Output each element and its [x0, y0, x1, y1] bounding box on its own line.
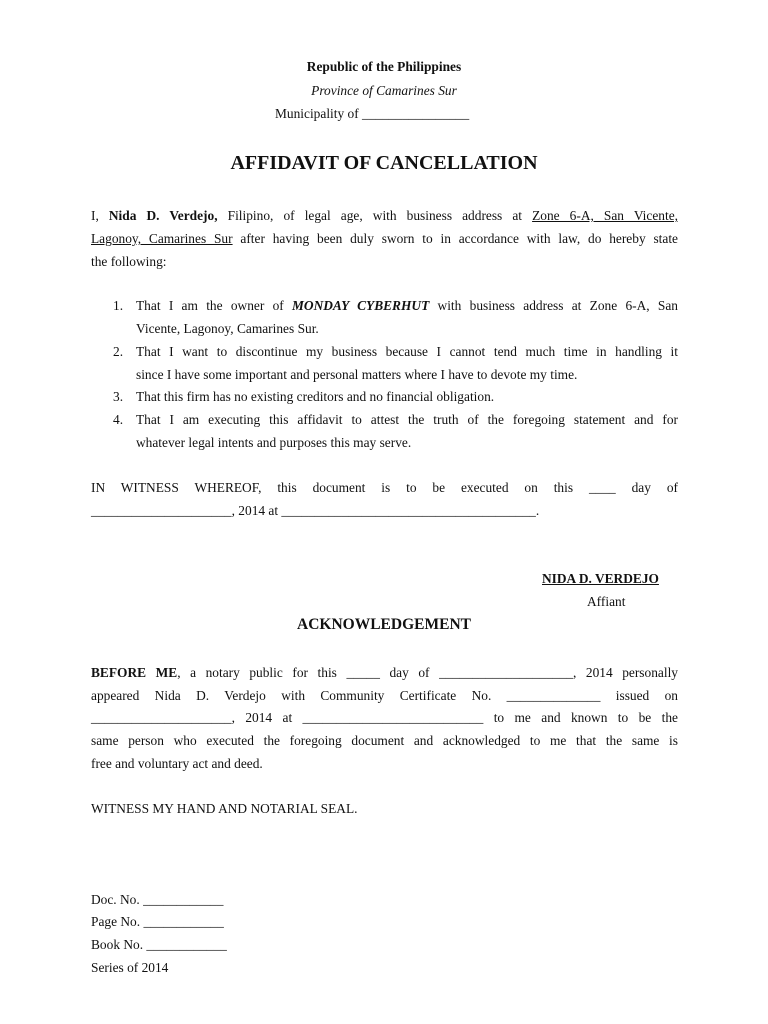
- intro-line-1: [91, 208, 678, 224]
- ack-line-2: appeared Nida D. Verdejo with Community Certificate No. ______________ issued on: [91, 688, 678, 703]
- list-item-2-line-1: That I want to discontinue my business because I cannot tend much time in handling it: [136, 344, 678, 359]
- item-1-pre: That I am the owner of: [136, 298, 293, 313]
- list-item-number: 2.: [113, 344, 124, 359]
- witness-line-1: IN WITNESS WHEREOF, this document is to be executed on this ____ day of: [91, 480, 678, 495]
- before-me-label: BEFORE ME: [91, 665, 178, 680]
- ack-line-4: same person who executed the foregoing document and acknowledged to me that the same is: [91, 733, 678, 748]
- ack-line-1: [91, 665, 678, 681]
- list-item-1-line-1: [136, 298, 678, 314]
- book-number: Book No. ____________: [91, 937, 227, 952]
- intro-line-2: [91, 231, 678, 247]
- business-name: MONDAY CYBERHUT: [292, 298, 430, 313]
- doc-number: Doc. No. ____________: [91, 892, 224, 907]
- header-province: Province of Camarines Sur: [311, 83, 457, 98]
- business-address-part-2: Lagonoy, Camarines Sur: [91, 231, 233, 246]
- header-republic: Republic of the Philippines: [306, 59, 462, 74]
- intro-pre: I,: [91, 208, 109, 223]
- list-item-1-line-2: Vicente, Lagonoy, Camarines Sur.: [136, 321, 319, 336]
- list-item-4-line-1: That I am executing this affidavit to attest the truth of the foregoing statement and for: [136, 412, 678, 427]
- list-item-3-line-1: That this firm has no existing creditors and no financial obligation.: [136, 389, 495, 404]
- item-1-post: with business address at Zone 6-A, San: [429, 298, 679, 313]
- ack-line-5: free and voluntary act and deed.: [91, 756, 263, 771]
- intro-line-3: the following:: [91, 254, 167, 269]
- list-item-4-line-2: whatever legal intents and purposes this may serve.: [136, 435, 412, 450]
- series-year: Series of 2014: [91, 960, 169, 975]
- acknowledgement-title: ACKNOWLEDGEMENT: [297, 616, 471, 633]
- witness-line-2: _____________________, 2014 at ______________________________________.: [91, 503, 540, 518]
- notarial-seal-statement: WITNESS MY HAND AND NOTARIAL SEAL.: [91, 801, 358, 816]
- list-item-2-line-2: since I have some important and personal matters where I have to devote my time.: [136, 367, 578, 382]
- affiant-role: Affiant: [587, 594, 626, 609]
- ack-line-1-rest: , a notary public for this _____ day of ____________________, 2014 personally: [177, 665, 678, 680]
- affiant-signature-name: NIDA D. VERDEJO: [542, 571, 659, 586]
- business-address-part-1: Zone 6-A, San Vicente,: [532, 208, 678, 223]
- header-municipality: Municipality of ________________: [275, 106, 470, 121]
- ack-line-3: _____________________, 2014 at ___________________________ to me and known to be the: [91, 710, 678, 725]
- page-number: Page No. ____________: [91, 914, 224, 929]
- affiant-name-inline: Nida D. Verdejo,: [108, 208, 218, 223]
- intro-rest: after having been duly sworn to in accordance with law, do hereby state: [232, 231, 678, 246]
- list-item-number: 3.: [113, 389, 124, 404]
- document-title: AFFIDAVIT OF CANCELLATION: [230, 152, 538, 174]
- list-item-number: 1.: [113, 298, 124, 313]
- list-item-number: 4.: [113, 412, 124, 427]
- intro-mid: Filipino, of legal age, with business address at: [217, 208, 533, 223]
